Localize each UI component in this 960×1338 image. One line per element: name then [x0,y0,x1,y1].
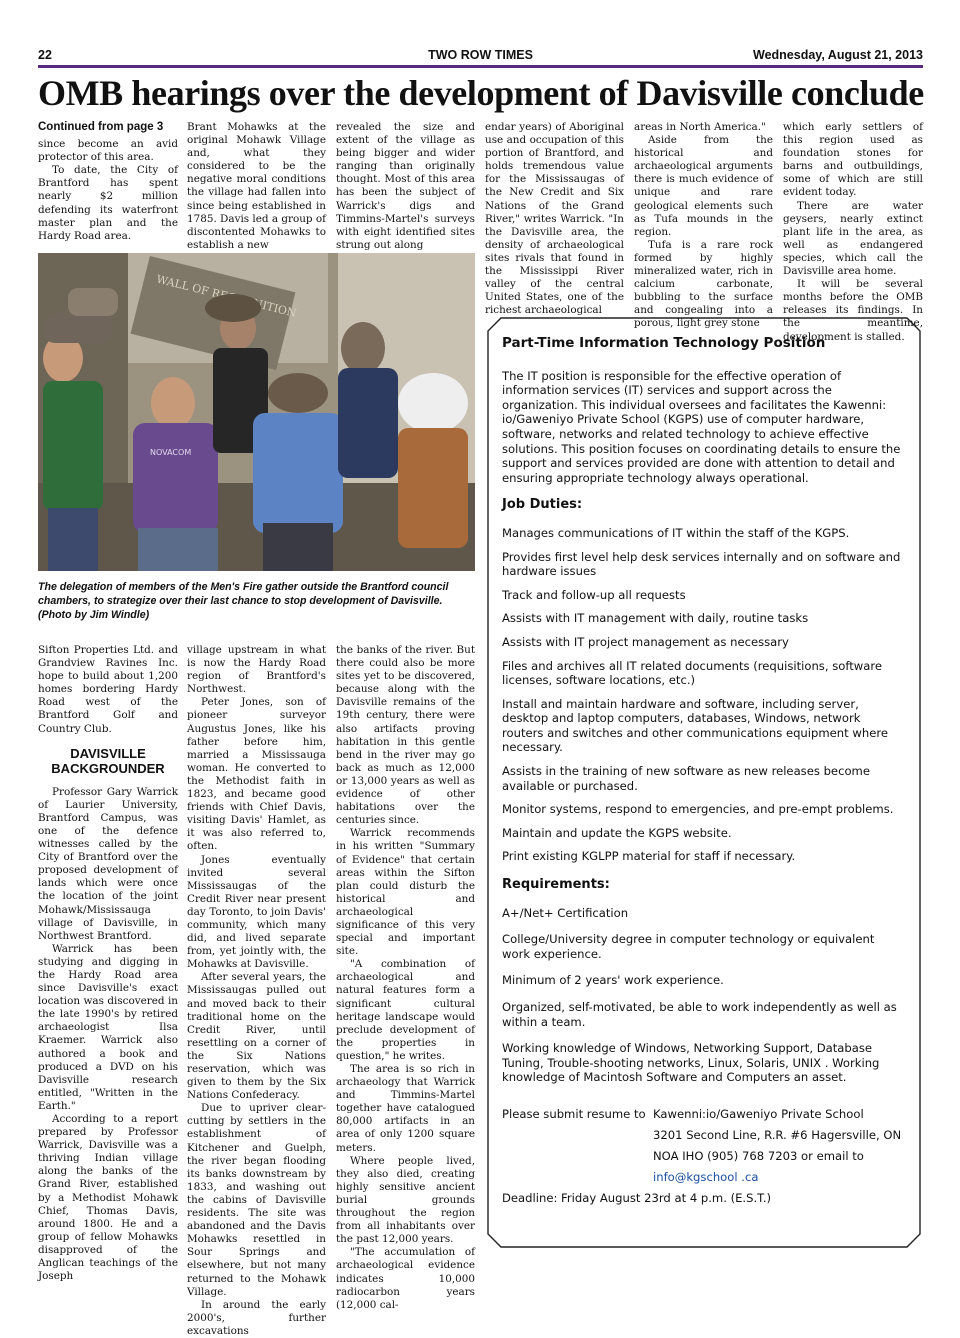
paragraph: areas in North America." [634,121,766,133]
requirement-item: Working knowledge of Windows, Networking Support, Database Tuning, Trouble-shooting networks, Linux, Solaris, UNIX . Working knowledge of Macintosh Software and Computers an asset. [502,1041,880,1085]
paragraph: the banks of the river. But there could also be more sites yet to be discovered, because along with the Davisville remains of the 19th century, there were also artifacts proving habitation in this gentle bend in the river may go back as much as 12,000 or 13,000 years as well as evidence of other habitations over the centuries since. [336,644,475,827]
duties-heading: Job Duties: [502,497,583,513]
paragraph: It will be several months before the OMB releases its findings. In the meantime, development is stalled. [783,278,923,343]
paragraph: In around the early 2000's, further excavations [187,1298,326,1337]
school-name: Kawenni:io/Gaweniyo Private School [653,1106,864,1121]
job-ad [487,317,921,1248]
paragraph: which early settlers of this region used as foundation stones for barns and outbuildings, some of which are still evident today. [783,121,923,199]
photo-sign-text: WALL OF [155,272,211,299]
requirement-item: Organized, self-motivated, be able to work independently as well as within a team. [502,1000,897,1029]
requirement-item: College/University degree in computer technology or equivalent work experience. [502,932,875,961]
paragraph: Where people lived, they also died, creating highly sensitive ancient burial grounds throughout the region from all inhabitants over the past 12,000 years. [336,1154,475,1246]
requirement-item: A+/Net+ Certification [502,905,629,920]
ad-title: Part-Time Information Technology Position [502,335,826,351]
article-column-5-top [634,121,773,330]
duty-item: Maintain and update the KGPS website. [502,825,732,840]
paragraph: Peter Jones, son of pioneer surveyor Augustus Jones, like his father before him, married a Mississauga woman. He converted to the Methodist faith in 1823, and became good friends with Chief Davis, visiting Davis' Hamlet, as it was also referred to, often. [187,696,326,853]
article-column-2-top [187,121,326,251]
publication-name: TWO ROW TIMES [428,48,533,62]
article-column-4-top [485,121,624,317]
paragraph: Due to upriver clear-cutting by settlers in the establishment of Kitchener and Guelph, the river began flooding its banks downstream by 1833, and washing out the cabins of Davisville residents. The site was abandoned and the Davis Mohawks resettled in Sour Springs and elsewhere, but not many returned to the Mohawk Village. [187,1102,326,1298]
photo-illustration [38,253,475,571]
submit-label: Please submit resume to [502,1106,646,1121]
deadline: Deadline: Friday August 23rd at 4 p.m. (E.S.T.) [502,1190,772,1205]
article-column-3-top [336,121,475,251]
duty-item: Assists in the training of new software as new releases become available or purchased. [502,764,870,793]
paragraph: The area is so rich in archaeology that Warrick and Timmins-Martel together have catalogued 80,000 artifacts in an area of only 1200 square meters. [336,1063,475,1154]
paragraph: Aside from the historical and archaeological arguments there is much evidence of unique and rare geological elements such as Tufa mounds in the region. [634,134,773,238]
article-column-1-bottom [38,644,178,1283]
continued-note: Continued from page 3 [38,121,164,133]
paragraph: endar years) of Aboriginal use and occupation of this portion of Brantford, and holds tremendous value for the Mississaugas of the New Credit and Six Nations of the Grand River," writes Warrick. "In the Davisville area, the density of archaeological sites rivals that found in the Mississippi River valley of the central United States, one of the richest archaeological [485,121,624,317]
paragraph: since become an avid protector of this area. [38,138,178,164]
requirement-item: Minimum of 2 years' work experience. [502,973,724,988]
duty-item: Assists with IT management with daily, routine tasks [502,611,809,626]
article-column-3-bottom [336,644,475,1311]
duty-item: Assists with IT project management as necessary [502,634,789,649]
paragraph: Jones eventually invited several Mississaugas of the Credit River near present day Toronto, to join Davis' community, which many did, and lived separate from, yet jointly with, the Mohawks at Davisville. [187,853,326,971]
paragraph: After several years, the Mississaugas pulled out and moved back to their traditional home on the Credit River, until resettling on a corner of the Six Nations reservation, which was given to them by the Six Nations Confederacy. [187,971,326,1102]
duty-item: Provides first level help desk services internally and on software and hardware issues [502,549,901,579]
headline: OMB hearings over the development of Davisville conclude [38,73,924,113]
school-address: 3201 Second Line, R.R. #6 Hagersville, ON [653,1127,902,1142]
paragraph: "A combination of archaeological and natural features form a significant cultural heritage landscape would preclude development of the properties in question," he writes. [336,958,475,1062]
article-photo [38,253,475,571]
paragraph: There are water geysers, nearly extinct plant life in the area, as well as endangered species, which call the Davisville area home. [783,199,923,278]
subheading: DAVISVILLE BACKGROUNDER [51,745,165,776]
paragraph: revealed the size and extent of the village as being bigger and wider ranging than originally thought. Most of this area has been the subject of Warrick's digs and Timmins-Martel's surveys with eight identified sites strung out along [336,121,475,251]
article-column-6-top [783,121,923,343]
phone-row [502,1149,902,1170]
issue-date: Wednesday, August 21, 2013 [753,48,923,62]
article-column-1-top [38,121,178,243]
duty-item: Files and archives all IT related documents (requisitions, software licenses, software locations, etc.) [502,658,882,688]
duty-item: Manages communications of IT within the staff of the KGPS. [502,525,850,540]
requirements-heading: Requirements: [502,877,610,893]
paragraph: To date, the City of Brantford has spent nearly $2 million defending its waterfront master plan and the Hardy Road area. [38,164,178,242]
deadline-row [502,1191,902,1212]
paragraph: Warrick recommends in his written "Summary of Evidence" that certain areas within the Sifton plan could disturb the historical and archaeological significance of this very special and important site. [336,827,475,958]
photo-shirt-text: NOVACOM [150,448,192,457]
submit-row [502,1107,902,1128]
paragraph: "The accumulation of archaeological evidence indicates 10,000 radiocarbon years (12,000 cal- [336,1246,475,1311]
paragraph: According to a report prepared by Professor Warrick, Davisville was a thriving Indian village along the banks of the Grand River, established by a Methodist Mohawk Chief, Thomas Davis, around 1800. He and a group of fellow Mohawks disapproved of the Anglican teachings of the Joseph [38,1113,178,1283]
paragraph: Tufa is a rare rock formed by highly mineralized water, rich in calcium carbonate, bubbling to the surface and congealing into a porous, light grey stone [634,238,773,330]
duty-item: Monitor systems, respond to emergencies, and pre-empt problems. [502,802,894,817]
school-phone: NOA IHO (905) 768 7203 or email to [653,1148,864,1163]
paragraph: Professor Gary Warrick of Laurier University, Brantford Campus, was one of the defence witnesses called by the City of Brantford over the proposed development of lands which were once the location of the joint Mohawk/Mississauga village of Davisville, in Northwest Brantford. [38,785,178,942]
page-number: 22 [38,48,52,62]
email-link[interactable]: info@kgschool .ca [653,1169,759,1184]
duty-item: Install and maintain hardware and software, including server, desktop and laptop computers, databases, Windows, network routers and switches and other communications equipment where necessary. [502,696,888,755]
paragraph: Brant Mohawks at the original Mohawk Village and, what they considered to be the negative moral conditions the village had fallen into since being established in 1785. Davis led a group of discontented Mohawks to establish a new [187,121,326,251]
address-row [502,1128,902,1149]
paragraph: Sifton Properties Ltd. and Grandview Ravines Inc. hope to build about 1,200 homes bordering Hardy Road west of the Brantford Golf and Country Club. [38,644,178,735]
paragraph: village upstream in what is now the Hardy Road region of Brantford's Northwest. [187,644,326,696]
ad-intro: The IT position is responsible for the effective operation of information services (IT) services and support across the organization. This individual oversees and facilitates the Kawenni: io/Gaweniyo Private School (KGPS) use of computer hardware, software, networks and related technology to achieve effective solutions. This position focuses on coordinating details to ensure the support and services provided are done with attention to detail and ensuring appropriate technology always operational. [502,368,901,485]
article-column-2-bottom [187,644,326,1337]
paragraph: Warrick has been studying and digging in the Hardy Road area since Davisville's exact location was discovered in the late 1990's by retired archaeologist Ilsa Kraemer. Warrick also authored a book and produced a DVD on his Davisville research entitled, "Written in the Earth." [38,942,178,1112]
header-rule [38,65,923,68]
page-header [38,48,923,64]
photo-caption: The delegation of members of the Men's Fire gather outside the Brantford council chambers, to strategize over their last chance to stop development of Davisville. (Photo by Jim Windle) [38,581,449,621]
duty-item: Print existing KGLPP material for staff if necessary. [502,849,796,864]
email-row [502,1170,902,1191]
duty-item: Track and follow-up all requests [502,587,686,602]
